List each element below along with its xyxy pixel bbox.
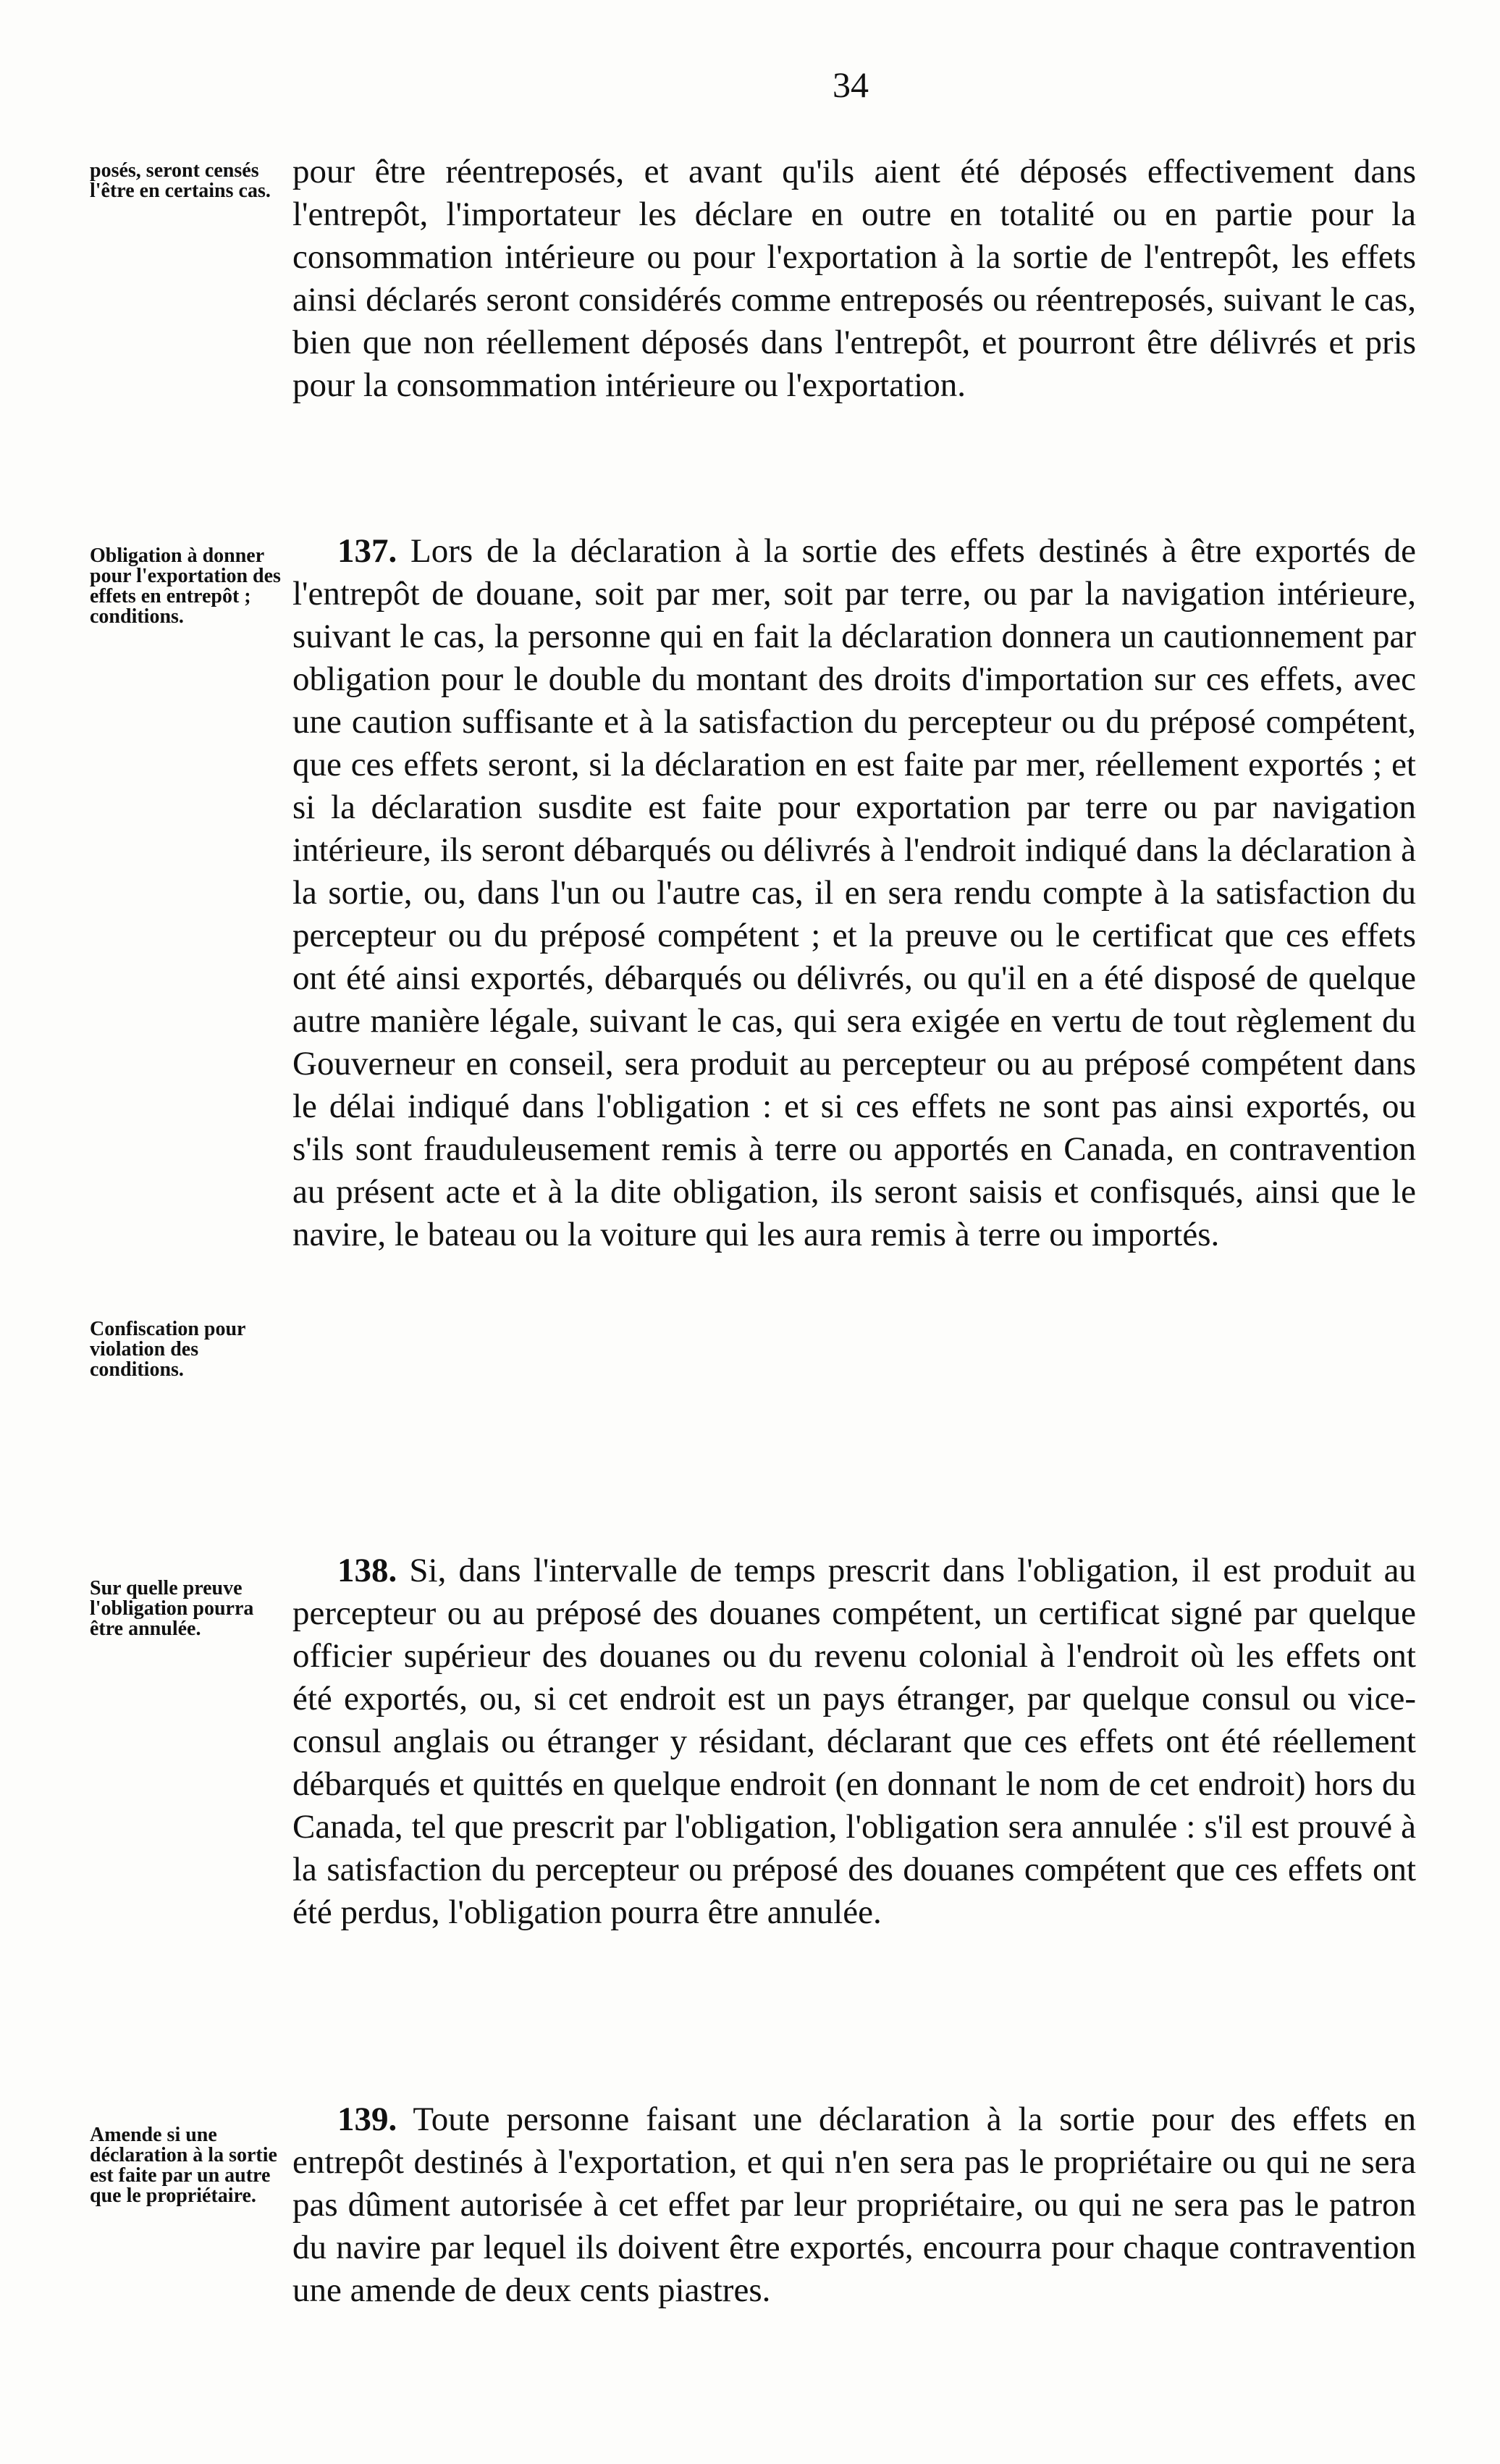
margin-note-fine: Amende si une déclaration à la sortie est faite par un autre que le propriétaire. xyxy=(90,2124,277,2207)
article-body-138 xyxy=(292,1550,1416,1934)
margin-note-obligation: Obligation à donner pour l'exportation des effets en entrepôt ; conditions. xyxy=(90,544,281,628)
article-text-continuation: pour être réentreposés, et avant qu'ils aient été déposés effectivement dans l'entrepôt, l'importateur les déclare en outre en totalité ou en partie pour la consommation intérieure ou pour l'exportation à la sortie de l'entrepôt, les effets ainsi déclarés seront considérés comme entreposés ou réentreposés, suivant le cas, bien que non réellement déposés dans l'entrepôt, et pourront être délivrés et pris pour la consommation intérieure ou l'exportation. xyxy=(292,153,1416,404)
article-number-138: 138. xyxy=(337,1552,397,1589)
article-text-137: Lors de la déclaration à la sortie des effets destinés à être exportés de l'entrepôt de douane, soit par mer, soit par terre, ou par la navigation intérieure, suivant le cas, la personne qui en fait la déclaration donnera un cautionnement par obligation pour le double du montant des droits d'importation sur ces effets, avec une caution suffisante et à la satisfaction du percepteur ou du préposé compétent, que ces effets seront, si la déclaration en est faite par mer, réellement exportés ; et si la déclaration susdite est faite pour exportation par terre ou par navigation intérieure, ils seront débarqués ou délivrés à l'endroit indiqué dans la déclaration à la sortie, ou, dans l'un ou l'autre cas, il en sera rendu compte à la satisfaction du percepteur ou du préposé compétent ; et la preuve ou le certificat que ces effets ont été ainsi exportés, débarqués ou délivrés, ou qu'il en a été disposé de quelque autre manière légale, suivant le cas, qui sera exigée en vertu de tout règlement du Gouverneur en conseil, sera produit au percepteur ou au préposé compétent dans le délai indiqué dans l'obligation : et si ces effets ne sont pas ainsi exportés, ou s'ils sont frauduleusement remis à terre ou apportés en Canada, en contravention au présent acte et à la dite obligation, ils seront saisis et confisqués, ainsi que le navire, le bateau ou la voiture qui les aura remis à terre ou importés. xyxy=(292,532,1416,1253)
article-text-138: Si, dans l'intervalle de temps prescrit dans l'obligation, il est produit au percepteur ou au préposé des douanes compétent, un certificat signé par quelque officier supérieur des douanes ou du revenu colonial à l'endroit où les effets ont été exportés, ou, si cet endroit est un pays étranger, par quelque consul ou vice-consul anglais ou étranger y résidant, déclarant que ces effets ont été réellement débarqués et quittés en quelque endroit (en donnant le nom de cet endroit) hors du Canada, tel que prescrit par l'obligation, l'obligation sera annulée : s'il est prouvé à la satisfaction du percepteur ou préposé des douanes compétent que ces effets ont été perdus, l'obligation pourra être annulée. xyxy=(292,1552,1416,1931)
article-number-137: 137. xyxy=(337,532,397,570)
margin-note-annulment: Sur quelle preuve l'obligation pourra être annulée. xyxy=(90,1577,254,1640)
margin-note-deposited: posés, seront censés l'être en certains cas. xyxy=(90,159,271,202)
article-number-139: 139. xyxy=(337,2101,397,2138)
page-number: 34 xyxy=(833,64,869,105)
margin-note-confiscation: Confiscation pour violation des conditions. xyxy=(90,1318,245,1381)
article-text-139: Toute personne faisant une déclaration à la sortie pour des effets en entrepôt destinés à l'exportation, et qui n'en sera pas le propriétaire ou qui ne sera pas dûment autorisée à cet effet par leur propriétaire, ou qui ne sera pas le patron du navire par lequel ils doivent être exportés, encourra pour chaque contravention une amende de deux cents piastres. xyxy=(292,2101,1417,2309)
article-body-137 xyxy=(292,530,1416,1256)
article-body-139 xyxy=(292,2098,1416,2312)
